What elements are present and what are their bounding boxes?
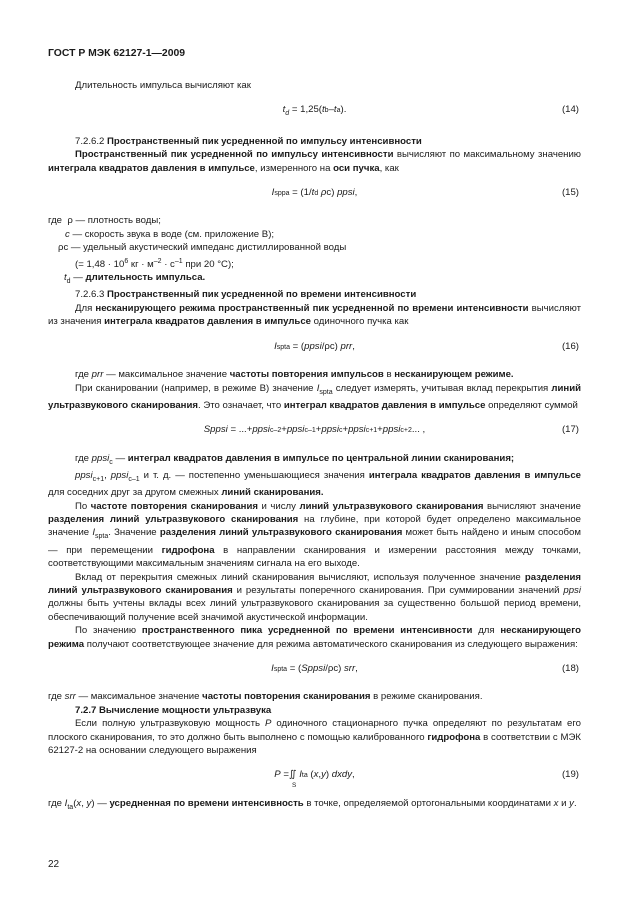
equation-16: I spta = ( ppsi /ρc) prr , (16) <box>274 340 579 352</box>
paragraph-prr: где prr — максимальное значение частоты повторения импульсов в несканирующем режиме. <box>75 369 514 381</box>
paragraph-ppsic: где ppsi$_c$ — интеграл квадратов давления в импульсе по центральной линии сканирования; <box>75 452 515 466</box>
paragraph-ppsic1: ppsi$_{c+1}$, ppsi$_{c-1}$ и т. д. — постепенно уменьшающиеся значения интеграла квадратов давления в импульсе для соседних друг за другом смежных линий сканирования. <box>48 469 581 499</box>
paragraph-value: По значению пространственного пика усредненной по времени интенсивности для несканирующего режима получают соответствующее значение для режима автоматического сканирования из следующего выражения: <box>48 625 581 650</box>
heading-7262: 7.2.6.2 Пространственный пик усредненной по импульсу интенсивности <box>75 135 422 147</box>
equation-17: Sppsi = ...+ ppsi c–2 + ppsi c–1 + ppsi c + ppsi c+1 + ppsi c+2 ... , (17) <box>203 424 579 436</box>
paragraph-duration: Длительность импульса вычисляют как <box>75 80 251 91</box>
paragraph-7262: Пространственный пик усредненной по импульсу интенсивности вычисляют по максимальному значению интеграла квадратов давления в импульсе, измеренного на оси пучка, как <box>48 149 582 174</box>
where-rho: где ρ — плотность воды; <box>48 215 161 227</box>
where-rhoc: ρc — удельный акустический импеданс дистиллированной воды <box>58 242 347 254</box>
paragraph-frequency: По частоте повторения сканирования и числу линий ультразвукового сканирования вычисляют значение разделения линий ультразвукового сканирования на глубине, при которой будет определено максимальное значение $I_{spta}$. Значение разделения линий ультразвукового сканирования может быть найдено и иным способом — при перемещении гидрофона в направлении сканирования и измерении расстояния между точками, соответствующими максимальным значениям сигнала на его выходе. <box>48 500 581 570</box>
page-number: 22 <box>48 859 60 870</box>
paragraph-scan: При сканировании (например, в режиме В) значение $I_{spta}$ следует измерять, учитывая вклад перекрытия линий ультразвукового сканирования. Это означает, что интеграл квадратов давления в импульсе определяют суммой <box>48 382 582 411</box>
page-content <box>48 79 581 814</box>
document-header: ГОСТ Р МЭК 62127-1—2009 <box>48 48 186 59</box>
heading-727: 7.2.7 Вычисление мощности ультразвука <box>75 704 272 716</box>
paragraph-727: Если полную ультразвуковую мощность P одиночного стационарного пучка определяют по результатам его плоского сканирования, то это должно быть выполнено с помощью калиброванного гидрофона в соответствии с МЭК 62127-2 на основании следующего выражения <box>48 718 581 757</box>
paragraph-7263: Для несканирующего режима пространственный пик усредненной по времени интенсивности вычисляют из значения интеграла квадратов давления в импульсе одиночного пучка как <box>48 302 581 328</box>
paragraph-srr: где srr — максимальное значение частоты повторения сканирования в режиме сканирования. <box>48 691 483 703</box>
where-td: $t_d$ — длительность импульса. <box>64 272 206 286</box>
where-rhoc-value: (= $1,48 \cdot 10^6$ кг · $м^{-2} \cdot с^{-1}$ при 20 °С); <box>75 257 234 270</box>
equation-18: I spta = ( Sppsi /ρc) srr , (18) <box>271 663 579 675</box>
equation-14: $t_d$ = 1,25( t b – t a ). (14) <box>282 104 579 118</box>
paragraph-ita: где $I_{ta}(x$, y) — усредненная по времени интенсивность в точке, определяемой ортогональными координатами x и y. <box>48 797 577 811</box>
equation-19: P = ∬ S I ta ( x , y ) dxdy , (19) <box>274 769 579 790</box>
paragraph-overlap: Вклад от перекрытия смежных линий сканирования вычисляют, используя полученное значение разделения линий ультразвукового сканирования и результаты поперечного сканирования. При суммировании значений ppsi должны быть учтены вклады всех линий ультразвукового сканирования за существенно большой период времени, обеспечивающий получение всей значимой акустической информации. <box>48 571 581 623</box>
where-c: c — скорость звука в воде (см. приложение В); <box>65 228 275 240</box>
heading-7263: 7.2.6.3 Пространственный пик усредненной по времени интенсивности <box>75 289 417 301</box>
equation-15: I sppa = (1/ t d ρ c) ppsi , (15) <box>271 186 579 198</box>
